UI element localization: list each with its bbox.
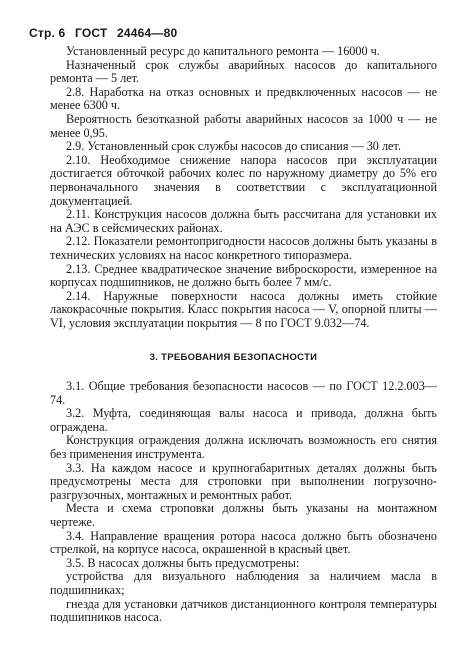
paragraph: 3.2. Муфта, соединяющая валы насоса и привода, должна быть ограждена. — [50, 406, 437, 434]
paragraph: 2.11. Конструкция насосов должна быть рассчитана для установки их на АЭС в сейсмических районах. — [50, 207, 437, 235]
standard-label: ГОСТ — [74, 26, 108, 40]
requirements-block-2 — [50, 45, 437, 330]
paragraph: Установленный ресурс до капитального ремонта — 16000 ч. — [66, 44, 380, 58]
paragraph: 2.8. Наработка на отказ основных и предвключенных насосов — не менее 6300 ч. — [50, 84, 437, 113]
paragraph: 3.4. Направление вращения ротора насоса должно быть обозначено стрелкой, на корпусе насоса, окрашенной в красный цвет. — [50, 528, 437, 557]
paragraph: Конструкция ограждения должна исключать возможность его снятия без применения инструмента. — [50, 433, 437, 461]
standard-number: 24464—80 — [117, 26, 178, 40]
paragraph: 3.1. Общие требования безопасности насосов — по ГОСТ 12.2.003—74. — [50, 379, 437, 407]
section-heading: 3. ТРЕБОВАНИЯ БЕЗОПАСНОСТИ — [149, 352, 318, 363]
paragraph: 2.9. Установленный срок службы насосов до списания — 30 лет. — [66, 139, 401, 154]
page-number: Стр. 6 — [29, 26, 66, 40]
page-header — [29, 26, 183, 40]
paragraph: 2.13. Среднее квадратическое значение виброскорости, измеренное на корпусах подшипников, не должно быть более 7 мм/с. — [50, 261, 437, 290]
paragraph: гнезда для установки датчиков дистанционного контроля температуры подшипников насоса. — [50, 596, 437, 625]
paragraph: Вероятность безотказной работы аварийных насосов за 1000 ч — не менее 0,95. — [50, 111, 437, 140]
paragraph: 3.3. На каждом насосе и крупногабаритных деталях должны быть предусмотрены места для строповки при выполнении погрузочно-разгрузочных, монтажных и ремонтных работ. — [50, 460, 437, 502]
paragraph: устройства для визуального наблюдения за наличием масла в подшипниках; — [50, 569, 437, 597]
paragraph: 2.10. Необходимое снижение напора насосов при эксплуатации достигается обточкой рабочих колес по наружному диаметру до 5% его первоначального значения в соответствии с эксплуатационной документацией. — [50, 152, 437, 208]
paragraph: Места и схема строповки должны быть указаны на монтажном чертеже. — [50, 501, 437, 529]
paragraph: 2.14. Наружные поверхности насоса должны иметь стойкие лакокрасочные покрытия. Класс покрытия насоса — V, опорной плиты — VI, условия эксплуатации покрытия — 8 по ГОСТ 9.032—74. — [50, 288, 437, 330]
paragraph: 3.5. В насосах должны быть предусмотрены: — [66, 555, 300, 570]
paragraph: Назначенный срок службы аварийных насосов до капитального ремонта — 5 лет. — [50, 57, 437, 86]
paragraph: 2.12. Показатели ремонтопригодности насосов должны быть указаны в технических условиях на насос конкретного типоразмера. — [50, 234, 437, 262]
safety-requirements-block — [50, 380, 437, 625]
